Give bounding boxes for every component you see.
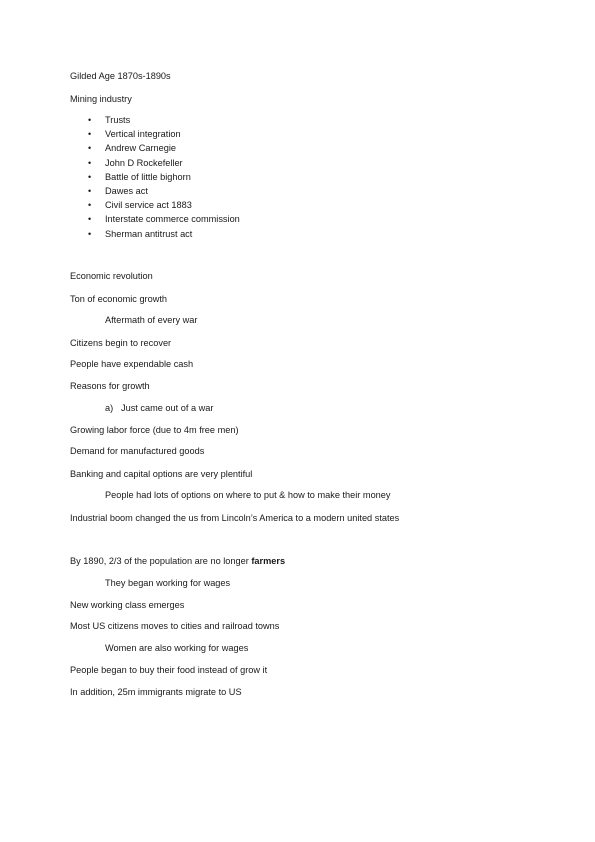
bullet-icon: • xyxy=(88,228,92,239)
paragraph-line: Banking and capital options are very plentiful xyxy=(70,469,253,479)
indented-line: Women are also working for wages xyxy=(105,643,249,653)
bullet-icon: • xyxy=(88,185,92,196)
page-title: Gilded Age 1870s-1890s xyxy=(70,71,171,81)
bullet-icon: • xyxy=(88,129,92,140)
paragraph-line: In addition, 25m immigrants migrate to US xyxy=(70,687,242,697)
paragraph-line: People began to buy their food instead of grow it xyxy=(70,665,268,675)
paragraph-line: Industrial boom changed the us from Lincoln’s America to a modern united states xyxy=(70,513,400,523)
list-item: • Sherman antitrust act xyxy=(88,228,193,239)
bullet-icon: • xyxy=(88,115,92,125)
paragraph-line: Growing labor force (due to 4m free men) xyxy=(70,425,239,435)
bullet-icon: • xyxy=(88,157,92,168)
list-item: • Andrew Carnegie xyxy=(88,143,176,154)
paragraph-line: People have expendable cash xyxy=(70,359,194,369)
list-item: • Vertical integration xyxy=(88,129,181,140)
paragraph-line: By 1890, 2/3 of the population are no longer farmers xyxy=(70,556,286,566)
paragraph-line: Reasons for growth xyxy=(70,381,150,391)
paragraph-line: Citizens begin to recover xyxy=(70,338,172,348)
list-item: • Dawes act xyxy=(88,185,148,196)
paragraph-line: Ton of economic growth xyxy=(70,294,168,304)
bullet-icon: • xyxy=(88,143,92,154)
bullet-icon: • xyxy=(88,171,92,182)
numbered-text: Just came out of a war xyxy=(121,403,214,413)
list-item: • John D Rockefeller xyxy=(88,157,183,168)
bullet-icon: • xyxy=(88,200,92,211)
paragraph-line: New working class emerges xyxy=(70,600,185,610)
bullet-list xyxy=(88,115,240,243)
list-item: • Interstate commerce commission xyxy=(88,214,240,225)
numbered-label: a) xyxy=(105,403,114,413)
list-item: • Civil service act 1883 xyxy=(88,200,192,211)
list-item: • Trusts xyxy=(88,115,131,125)
bullet-icon: • xyxy=(88,214,92,225)
bold-word: farmers xyxy=(251,556,286,566)
list-item: • Battle of little bighorn xyxy=(88,171,191,182)
paragraph-line: Demand for manufactured goods xyxy=(70,446,205,456)
numbered-item xyxy=(105,403,213,414)
indented-line: They began working for wages xyxy=(105,578,231,588)
indented-line: Aftermath of every war xyxy=(105,315,198,325)
section-heading-economic-revolution: Economic revolution xyxy=(70,271,153,281)
subtitle-mining-industry: Mining industry xyxy=(70,94,132,104)
indented-line: People had lots of options on where to put & how to make their money xyxy=(105,490,391,500)
paragraph-line: Most US citizens moves to cities and railroad towns xyxy=(70,621,280,631)
